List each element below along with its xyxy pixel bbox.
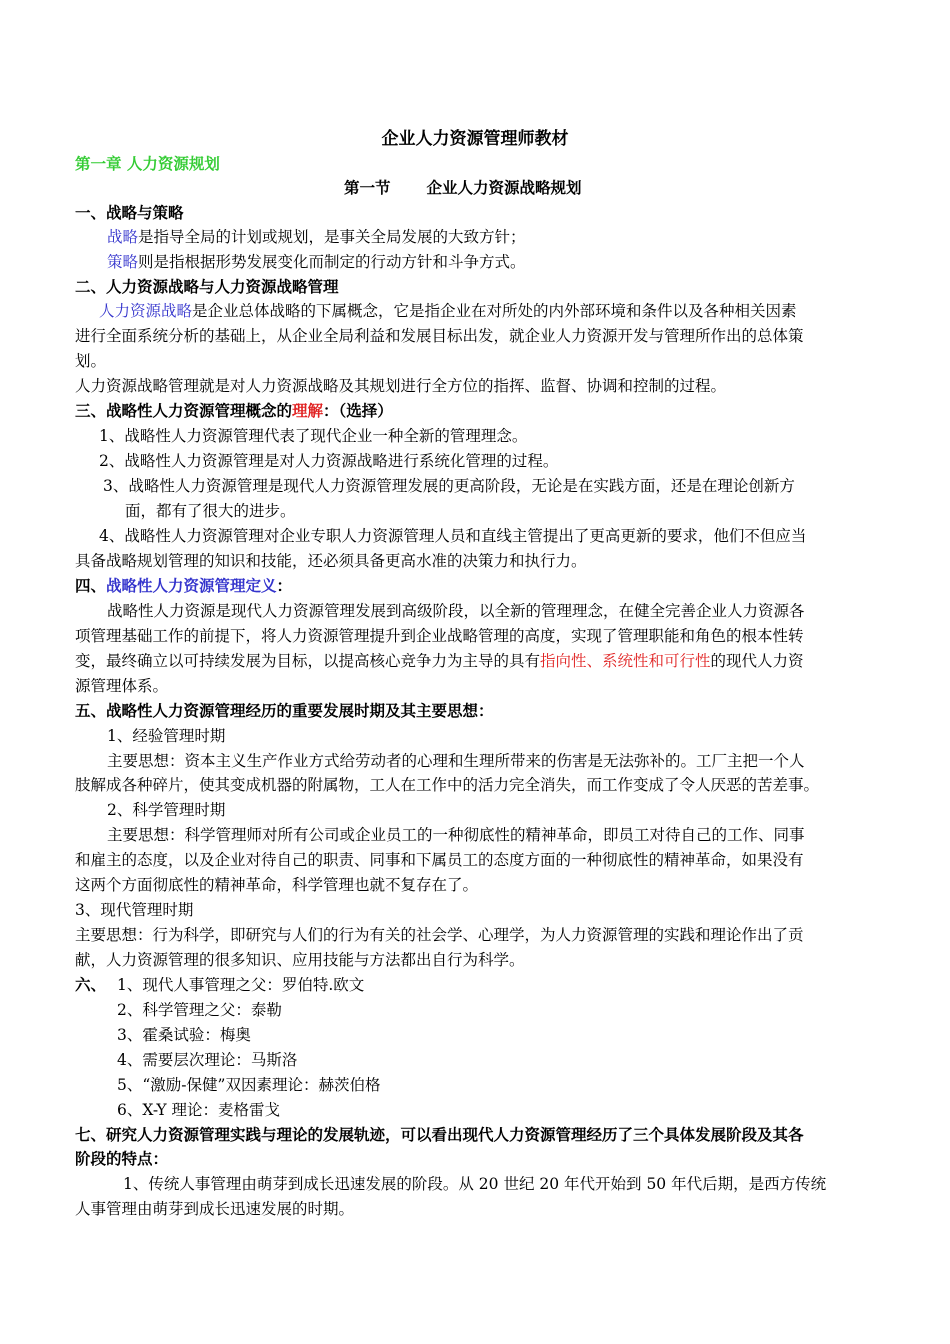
paragraph-line: 和雇主的态度，以及企业对待自己的职责、同事和下属员工的态度方面的一种彻底性的精神革命，如果没有 [75, 851, 804, 869]
term-hr-strategy: 人力资源战略 [99, 302, 193, 320]
list-item: 1、现代人事管理之父：罗伯特.欧文 [117, 976, 365, 994]
paragraph-line: 这两个方面彻底性的精神革命，科学管理也就不复存在了。 [75, 876, 479, 894]
subheading: 1、经验管理时期 [107, 727, 226, 745]
paragraph-line: 主要思想：科学管理师对所有公司或企业员工的一种彻底性的精神革命，即员工对待自己的工作、同事 [107, 826, 805, 844]
text: 三、战略性人力资源管理概念的 [75, 401, 293, 420]
paragraph-line: 战略性人力资源是现代人力资源管理发展到高级阶段，以全新的管理理念，在健全完善企业人力资源各 [107, 602, 805, 620]
heading-3 [75, 399, 393, 423]
text: 则是指根据形势发展变化而制定的行动方针和斗争方式。 [138, 253, 526, 271]
list-item-cont: 具备战略规划管理的知识和技能，还必须具备更高水准的决策力和执行力。 [75, 552, 587, 570]
highlight-understand: 理解 [292, 401, 324, 420]
heading-2: 二、人力资源战略与人力资源战略管理 [75, 277, 339, 296]
heading-7-cont: 阶段的特点： [75, 1149, 169, 1168]
paragraph-line: 肢解成各种碎片，使其变成机器的附属物，工人在工作中的活力完全消失，而工作变成了令人厌恶的苦差事。 [75, 776, 820, 794]
section-number: 第一节 [344, 178, 391, 197]
list-item: 1、战略性人力资源管理代表了现代企业一种全新的管理理念。 [99, 427, 528, 445]
highlight-characteristics: 指向性、系统性和可行性 [540, 652, 711, 670]
paragraph-line: 主要思想：资本主义生产作业方式给劳动者的心理和生理所带来的伤害是无法弥补的。工厂主把一个人 [107, 752, 805, 770]
list-item-cont: 人事管理由萌芽到成长迅速发展的时期。 [75, 1200, 355, 1218]
paragraph [107, 250, 526, 274]
heading-4 [75, 574, 292, 598]
highlight-definition: 战略性人力资源管理定义 [106, 576, 277, 595]
text: 的现代人力资 [710, 652, 804, 670]
heading-7: 七、研究人力资源管理实践与理论的发展轨迹，可以看出现代人力资源管理经历了三个具体发展阶段及其各 [75, 1125, 804, 1144]
text: 变，最终确立以可持续发展为目标，以提高核心竞争力为主导的具有 [75, 652, 541, 670]
heading-6: 六、 [75, 975, 107, 994]
paragraph [107, 225, 526, 249]
subheading: 2、科学管理时期 [107, 801, 226, 819]
paragraph-line [75, 649, 804, 673]
heading-1: 一、战略与策略 [75, 203, 184, 222]
term-tactics: 策略 [107, 253, 139, 271]
section-heading [344, 176, 582, 200]
list-item: 2、科学管理之父：泰勒 [117, 1001, 282, 1019]
term-strategy: 战略 [107, 228, 139, 246]
list-item: 3、战略性人力资源管理是现代人力资源管理发展的更高阶段，无论是在实践方面，还是在理论创新方 [103, 477, 795, 495]
section-title: 企业人力资源战略规划 [426, 178, 582, 197]
list-item: 4、需要层次理论：马斯洛 [117, 1051, 298, 1069]
list-item: 1、传统人事管理由萌芽到成长迅速发展的阶段。从 20 世纪 20 年代开始到 50 年代后期，是西方传统 [123, 1175, 827, 1193]
paragraph-line: 进行全面系统分析的基础上，从企业全局利益和发展目标出发，就企业人力资源开发与管理所作出的总体策 [75, 327, 804, 345]
list-item: 2、战略性人力资源管理是对人力资源战略进行系统化管理的过程。 [99, 452, 559, 470]
document-title: 企业人力资源管理师教材 [381, 129, 569, 149]
list-item: 5、“激励-保健”双因素理论：赫茨伯格 [117, 1076, 381, 1094]
chapter-heading: 第一章 人力资源规划 [75, 154, 220, 173]
list-item: 4、战略性人力资源管理对企业专职人力资源管理人员和直线主管提出了更高更新的要求，他们不但应当 [99, 527, 807, 545]
text: ：（选择） [323, 401, 393, 420]
text: 四、 [75, 576, 107, 595]
paragraph-line: 人力资源战略管理就是对人力资源战略及其规划进行全方位的指挥、监督、协调和控制的过程。 [75, 377, 727, 395]
paragraph-line: 献，人力资源管理的很多知识、应用技能与方法都出自行为科学。 [75, 951, 525, 969]
list-item-cont: 面，都有了很大的进步。 [125, 502, 296, 520]
list-item: 6、X-Y 理论：麦格雷戈 [117, 1101, 281, 1119]
paragraph-line: 源管理体系。 [75, 677, 169, 695]
paragraph-line: 划。 [75, 352, 107, 370]
paragraph-line [99, 299, 797, 323]
text: 是指导全局的计划或规划，是事关全局发展的大致方针； [138, 228, 526, 246]
paragraph-line: 主要思想：行为科学，即研究与人们的行为有关的社会学、心理学，为人力资源管理的实践和理论作出了贡 [75, 926, 804, 944]
list-item: 3、霍桑试验：梅奥 [117, 1026, 251, 1044]
heading-5: 五、战略性人力资源管理经历的重要发展时期及其主要思想： [75, 701, 494, 720]
paragraph-line: 项管理基础工作的前提下，将人力资源管理提升到企业战略管理的高度，实现了管理职能和角色的根本性转 [75, 627, 804, 645]
text: 是企业总体战略的下属概念，它是指企业在对所处的内外部环境和条件以及各种相关因素 [192, 302, 797, 320]
subheading: 3、现代管理时期 [75, 901, 194, 919]
text: ： [276, 576, 293, 595]
